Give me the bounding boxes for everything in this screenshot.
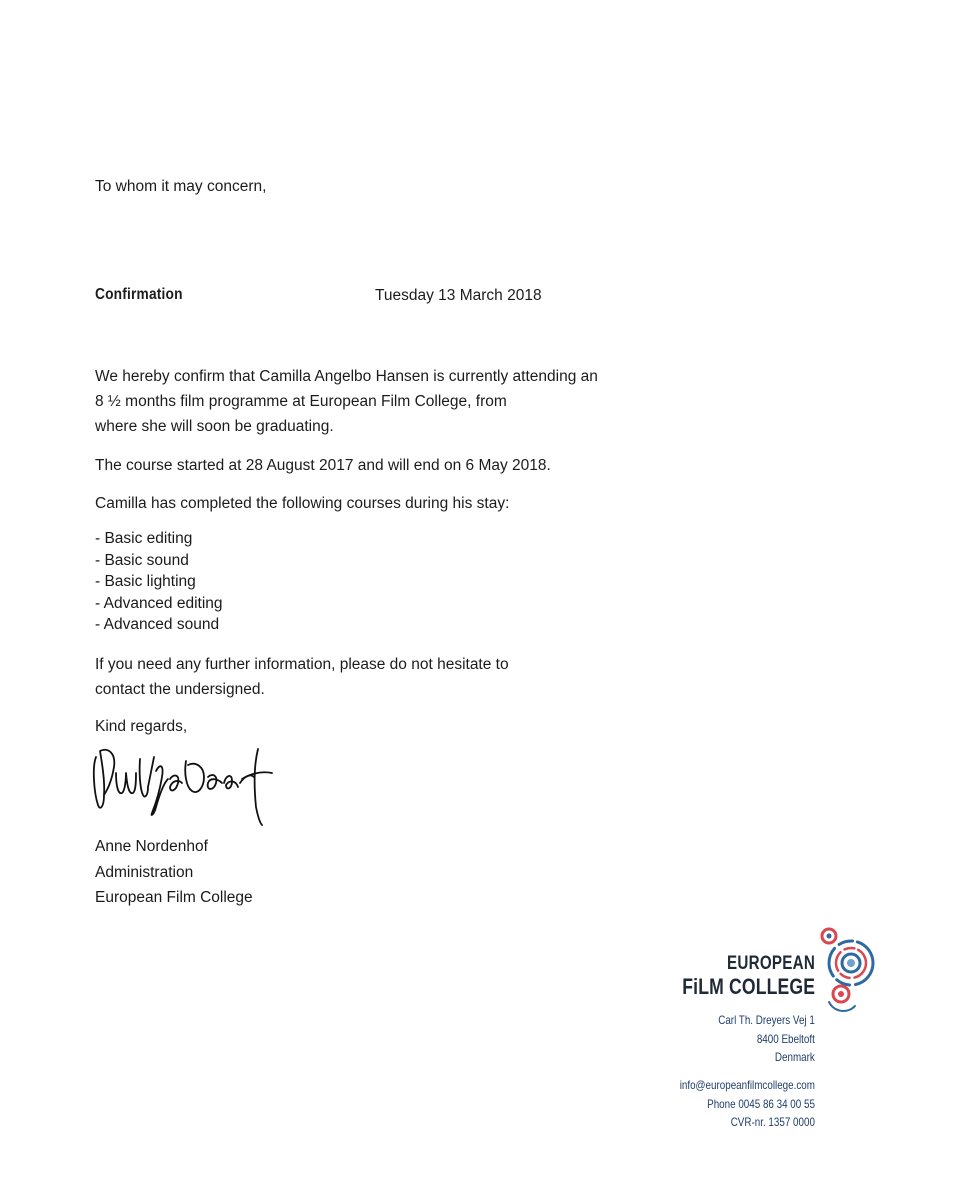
list-item: - Basic editing [95, 530, 193, 547]
address-line: Denmark [775, 1050, 815, 1064]
signer-block [95, 834, 253, 911]
paragraph-further-info [95, 652, 509, 702]
paragraph-line: Camilla has completed the following courses during his stay: [95, 495, 510, 512]
logo-text-line2: FiLM COLLEGE [682, 974, 815, 999]
list-item: - Basic sound [95, 551, 189, 569]
paragraph-line: contact the undersigned. [95, 681, 265, 698]
closing: Kind regards, [95, 718, 188, 735]
phone-number: Phone 0045 86 34 00 55 [707, 1096, 815, 1111]
paragraph-line: If you need any further information, please do not hesitate to [95, 656, 509, 673]
paragraph-confirmation [95, 364, 598, 439]
paragraph-line: The course started at 28 August 2017 and will end on 6 May 2018. [95, 457, 551, 474]
signer-organization: European Film College [95, 889, 253, 906]
paragraph-line: We hereby confirm that Camilla Angelbo Hansen is currently attending an [95, 368, 598, 385]
paragraph-course-dates [95, 453, 551, 478]
address-line: Carl Th. Dreyers Vej 1 [718, 1013, 815, 1027]
list-item: - Advanced editing [95, 594, 223, 612]
cvr-number: CVR-nr. 1357 0000 [730, 1115, 815, 1129]
college-logo-icon [815, 922, 883, 1014]
paragraph-line: where she will soon be graduating. [95, 418, 334, 435]
paragraph-courses-intro [95, 491, 509, 516]
logo-text-line1: EUROPEAN [726, 953, 815, 974]
signer-name: Anne Nordenhof [95, 838, 208, 855]
list-item: - Advanced sound [95, 616, 220, 633]
list-item: - Basic lighting [95, 573, 196, 590]
greeting: To whom it may concern, [95, 178, 267, 195]
address-line: 8400 Ebeltoft [756, 1031, 815, 1046]
address-block [718, 1011, 815, 1067]
contact-block [680, 1076, 815, 1132]
letter-heading: Confirmation [95, 286, 183, 303]
paragraph-line: 8 ½ months film programme at European Film College, from [95, 393, 507, 410]
courses-list [95, 528, 223, 636]
letter-date: Tuesday 13 March 2018 [375, 287, 542, 304]
email-link[interactable]: info@europeanfilmcollege.com [679, 1078, 815, 1092]
handwritten-signature [90, 743, 280, 827]
signer-title: Administration [95, 863, 194, 881]
